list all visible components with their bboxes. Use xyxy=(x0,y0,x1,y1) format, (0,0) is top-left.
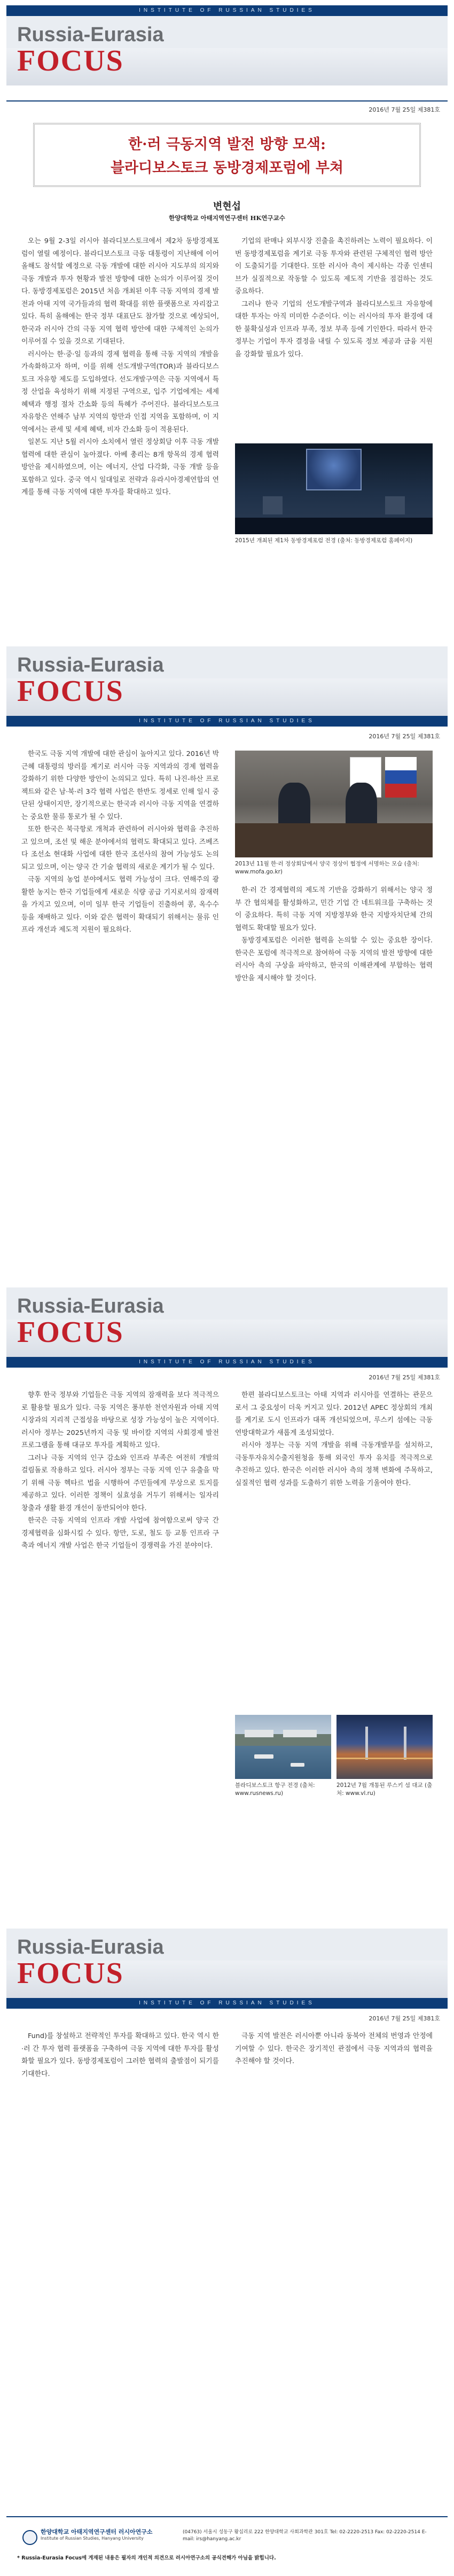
paragraph: 한·러 간 경제협력의 제도적 기반을 강화하기 위해서는 양국 정부 간 협의체를 활성화하고, 민간 기업 간 네트워크를 구축하는 것이 중요하다. 특히 극동 지역 지방정부와 한국 지방자치단체 간의 협력도 확대할 필요가 있다. xyxy=(235,886,433,932)
masthead xyxy=(6,1929,448,1998)
paragraph: 러시아는 한·중·일 등과의 경제 협력을 통해 극동 지역의 개발을 가속화하고자 하며, 이를 위해 선도개발구역(TOR)과 블라디보스토크 자유항 제도를 도입하였다. 선도개발구역은 극동 지역에서 특정 산업을 육성하기 위해 지정된 구역으로, 입주 기업에게는 세제 혜택과 행정 절차 간소화 등의 특혜가 주어진다. 블라디보스토크 자유항은 연해주 남부 지역의 항만과 인접 지역을 포함하며, 이 지역에서는 관세 및 세제 혜택, 비자 간소화 등이 적용된다. xyxy=(21,350,219,434)
body-column-right xyxy=(235,1389,433,1489)
footer-address: (04763) 서울시 성동구 왕십리로 222 한양대학교 사회과학관 301호 Tel: 02-2220-2513 Fax: 02-2220-2514 E-mail: irs@hanyang.ac.kr xyxy=(183,2530,427,2542)
masthead-title: Russia-Eurasia xyxy=(17,24,164,46)
masthead-title: Russia-Eurasia xyxy=(17,654,164,676)
issue-date: 2016년 7월 25일 제381호 xyxy=(369,1374,440,1381)
paragraph: 러시아 정부는 극동 지역 개발을 위해 극동개발부를 설치하고, 극동투자유치수출지원청을 통해 외국인 투자 유치를 적극적으로 추진하고 있다. 한국은 이러한 러시아 측의 정책 변화에 주목하고, 실질적인 협력 성과를 도출하기 위한 노력을 기울여야 한다. xyxy=(235,1441,433,1487)
institute-band: INSTITUTE OF RUSSIAN STUDIES xyxy=(6,716,448,727)
footer-org-ko: 한양대학교 아태지역연구센터 러시아연구소 xyxy=(41,2528,153,2535)
masthead-focus: FOCUS xyxy=(17,44,124,77)
photo-caption: 2015년 개최된 제1차 동방경제포럼 전경 (출처: 동방경제포럼 홈페이지) xyxy=(235,537,413,544)
headline-box xyxy=(33,123,421,187)
body-column-left xyxy=(21,748,219,936)
masthead xyxy=(6,1287,448,1357)
masthead-title: Russia-Eurasia xyxy=(17,1936,164,1958)
author-name: 변현섭 xyxy=(213,201,241,212)
paragraph: Fund)를 창설하고 전략적인 투자를 확대하고 있다. 한국 역시 한·러 간 투자 협력 플랫폼을 구축하여 극동 지역에 대한 투자를 활성화할 필요가 있다. 동방경제포럼이 그러한 협력의 출발점이 되기를 기대한다. xyxy=(21,2032,219,2078)
footer-org xyxy=(41,2529,153,2542)
signing-photo xyxy=(235,751,433,857)
issue-date: 2016년 7월 25일 제381호 xyxy=(369,106,440,113)
body-column-left xyxy=(21,235,219,499)
paragraph: 한편 블라디보스토크는 아태 지역과 러시아를 연결하는 관문으로서 그 중요성이 더욱 커지고 있다. 2012년 APEC 정상회의 개최를 계기로 도시 인프라가 대폭 개선되었으며, 루스키 섬에는 극동연방대학교가 새롭게 조성되었다. xyxy=(235,1391,433,1437)
masthead-focus: FOCUS xyxy=(17,1957,124,1990)
issue-date: 2016년 7월 25일 제381호 xyxy=(369,733,440,740)
photo-caption: 2013년 11월 한·러 정상회담에서 양국 정상이 협정에 서명하는 모습 (출처: www.mofa.go.kr) xyxy=(235,861,419,875)
paragraph: 향후 한국 정부와 기업들은 극동 지역의 잠재력을 보다 적극적으로 활용할 필요가 있다. 극동 지역은 풍부한 천연자원과 아태 지역 시장과의 지리적 근접성을 바탕으로 성장 가능성이 높은 지역이다. 러시아 정부는 2025년까지 극동 및 바이칼 지역의 사회경제 발전 프로그램을 통해 대규모 투자를 계획하고 있다. xyxy=(21,1391,219,1449)
paragraph: 그러나 극동 지역의 인구 감소와 인프라 부족은 여전히 개발의 걸림돌로 작용하고 있다. 러시아 정부는 극동 지역 인구 유출을 막기 위해 극동 헥타르 법을 시행하여 주민들에게 무상으로 토지를 제공하고 있다. 이러한 정책이 실효성을 거두기 위해서는 일자리 창출과 생활 환경 개선이 동반되어야 한다. xyxy=(21,1454,219,1512)
institute-band: INSTITUTE OF RUSSIAN STUDIES xyxy=(6,5,448,16)
paragraph: 극동 지역 발전은 러시아뿐 아니라 동북아 전체의 번영과 안정에 기여할 수 있다. 한국은 장기적인 관점에서 극동 지역과의 협력을 추진해야 할 것이다. xyxy=(235,2032,433,2065)
paragraph: 또한 한국은 북극항로 개척과 관련하여 러시아와 협력을 추진하고 있으며, 조선 및 해운 분야에서의 협력도 확대되고 있다. 즈베즈다 조선소 현대화 사업에 대한 한국 조선사의 참여 가능성도 논의되고 있으며, 이는 양국 간 기술 협력의 새로운 계기가 될 수 있다. xyxy=(21,825,219,871)
paragraph: 일본도 지난 5월 러시아 소치에서 열린 정상회담 이후 극동 개발 협력에 대한 관심이 높아졌다. 아베 총리는 8개 항목의 경제 협력 방안을 제시하였으며, 이는 에너지, 산업 다각화, 극동 개발 등을 포함하고 있다. 중국 역시 일대일로 전략과 유라시아경제연합의 연계를 통해 극동 지역에 대한 투자를 확대하고 있다. xyxy=(21,438,219,496)
forum-photo xyxy=(235,443,433,534)
masthead-focus: FOCUS xyxy=(17,675,124,708)
footer-org-en: Institute of Russian Studies, Hanyang University xyxy=(41,2536,144,2541)
page-2 xyxy=(0,641,454,1255)
paragraph: 기업의 판매나 외부시장 진출을 촉진하려는 노력이 필요하다. 이번 동방경제포럼을 계기로 극동 투자와 관련된 구체적인 협력 방안이 도출되기를 기대한다. 또한 러시아 측이 제시하는 각종 인센티브가 실질적으로 작동할 수 있도록 제도적 기반을 점검하는 것도 중요하다. xyxy=(235,237,433,295)
paragraph: 그러나 한국 기업의 선도개발구역과 블라디보스토크 자유항에 대한 투자는 아직 미미한 수준이다. 이는 러시아의 투자 환경에 대한 불확실성과 인프라 부족, 정보 부족 등에 기인한다. 따라서 한국 정부는 기업이 투자 결정을 내릴 수 있도록 정보 제공과 금융 지원을 강화할 필요가 있다. xyxy=(235,300,433,358)
author-affiliation: 한양대학교 아태지역연구센터 HK연구교수 xyxy=(169,214,285,222)
header-rule xyxy=(6,100,448,102)
masthead xyxy=(6,646,448,716)
masthead-focus: FOCUS xyxy=(17,1316,124,1349)
photo-caption-left: 블라디보스토크 항구 전경 (출처: www.rusnews.ru) xyxy=(235,1782,315,1797)
bridge-photo xyxy=(336,1715,433,1779)
body-column-left xyxy=(21,2030,219,2080)
issue-date: 2016년 7월 25일 제381호 xyxy=(369,2015,440,2022)
paragraph: 극동 지역의 농업 분야에서도 협력 가능성이 크다. 연해주의 광활한 농지는 한국 기업들에게 새로운 식량 공급 기지로서의 잠재력을 가지고 있으며, 이미 일부 한국 기업들이 진출하여 콩, 옥수수 등을 재배하고 있다. 이와 같은 협력이 확대되기 위해서는 물류 인프라 개선과 제도적 지원이 필요하다. xyxy=(21,876,219,934)
masthead-title: Russia-Eurasia xyxy=(17,1295,164,1317)
page-1 xyxy=(0,0,454,614)
institute-band: INSTITUTE OF RUSSIAN STUDIES xyxy=(6,1357,448,1368)
headline-line-1: 한·러 극동지역 발전 방향 모색: xyxy=(128,136,326,153)
paragraph: 오는 9월 2-3일 러시아 블라디보스토크에서 제2차 동방경제포럼이 열릴 예정이다. 블라디보스토크 극동 대통령이 지난해에 이어 올해도 참석할 예정으로 극동 개발에 대한 러시아 지도부의 의지와 극동 개발과 투자 현황과 발전 방향에 대한 논의가 이루어질 것이다. 동방경제포럼은 2015년 처음 개최된 이후 극동 지역의 경제 발전과 아태 지역 국가들과의 협력 확대를 위한 플랫폼으로 자리잡고 있다. 특히 올해에는 한국 정부 대표단도 참가할 것으로 예상되어, 한국과 러시아 간의 극동 지역 협력 방안에 대한 구체적인 논의가 이루어질 수 있을 것으로 기대된다. xyxy=(21,237,219,346)
masthead xyxy=(6,16,448,85)
page-3 xyxy=(0,1282,454,1896)
photo-caption-right: 2012년 7월 개통된 루스키 섬 대교 (출처: www.vl.ru) xyxy=(336,1782,433,1797)
page-4 xyxy=(0,1923,454,2576)
body-column-right xyxy=(235,235,433,361)
paragraph: 한국도 극동 지역 개발에 대한 관심이 높아지고 있다. 2016년 박근혜 대통령의 방러를 계기로 러시아 극동 지역과의 경제 협력을 강화하기 위한 다양한 방안이 논의되고 있다. 특히 나진-하산 프로젝트와 같은 남·북·러 3각 협력 사업은 한반도 정세로 인해 일시 중단된 상태이지만, 장기적으로는 한국과 러시아 극동 지역을 연결하는 중요한 물류 통로가 될 수 있다. xyxy=(21,750,219,821)
body-column-right xyxy=(235,2030,433,2068)
institute-band: INSTITUTE OF RUSSIAN STUDIES xyxy=(6,1998,448,2009)
port-photo xyxy=(235,1715,331,1779)
university-seal-icon xyxy=(22,2530,37,2545)
paragraph: 한국은 극동 지역의 인프라 개발 사업에 참여함으로써 양국 간 경제협력을 심화시킬 수 있다. 항만, 도로, 철도 등 교통 인프라 구축과 에너지 개발 사업은 한국 기업들이 경쟁력을 가진 분야이다. xyxy=(21,1517,219,1550)
paragraph: 동방경제포럼은 이러한 협력을 논의할 수 있는 중요한 장이다. 한국은 포럼에 적극적으로 참여하여 극동 지역의 발전 방향에 대한 러시아 측의 구상을 파악하고, 한국의 이해관계에 부합하는 협력 방안을 제시해야 할 것이다. xyxy=(235,936,433,982)
footer-disclaimer: * Russia-Eurasia Focus에 게재된 내용은 필자의 개인적 의견으로 러시아연구소의 공식견해가 아님을 밝힙니다. xyxy=(17,2555,276,2561)
footer xyxy=(6,2516,448,2570)
body-column-left xyxy=(21,1389,219,1552)
headline-line-2: 블라디보스토크 동방경제포럼에 부쳐 xyxy=(110,160,344,176)
body-column-right xyxy=(235,884,433,985)
